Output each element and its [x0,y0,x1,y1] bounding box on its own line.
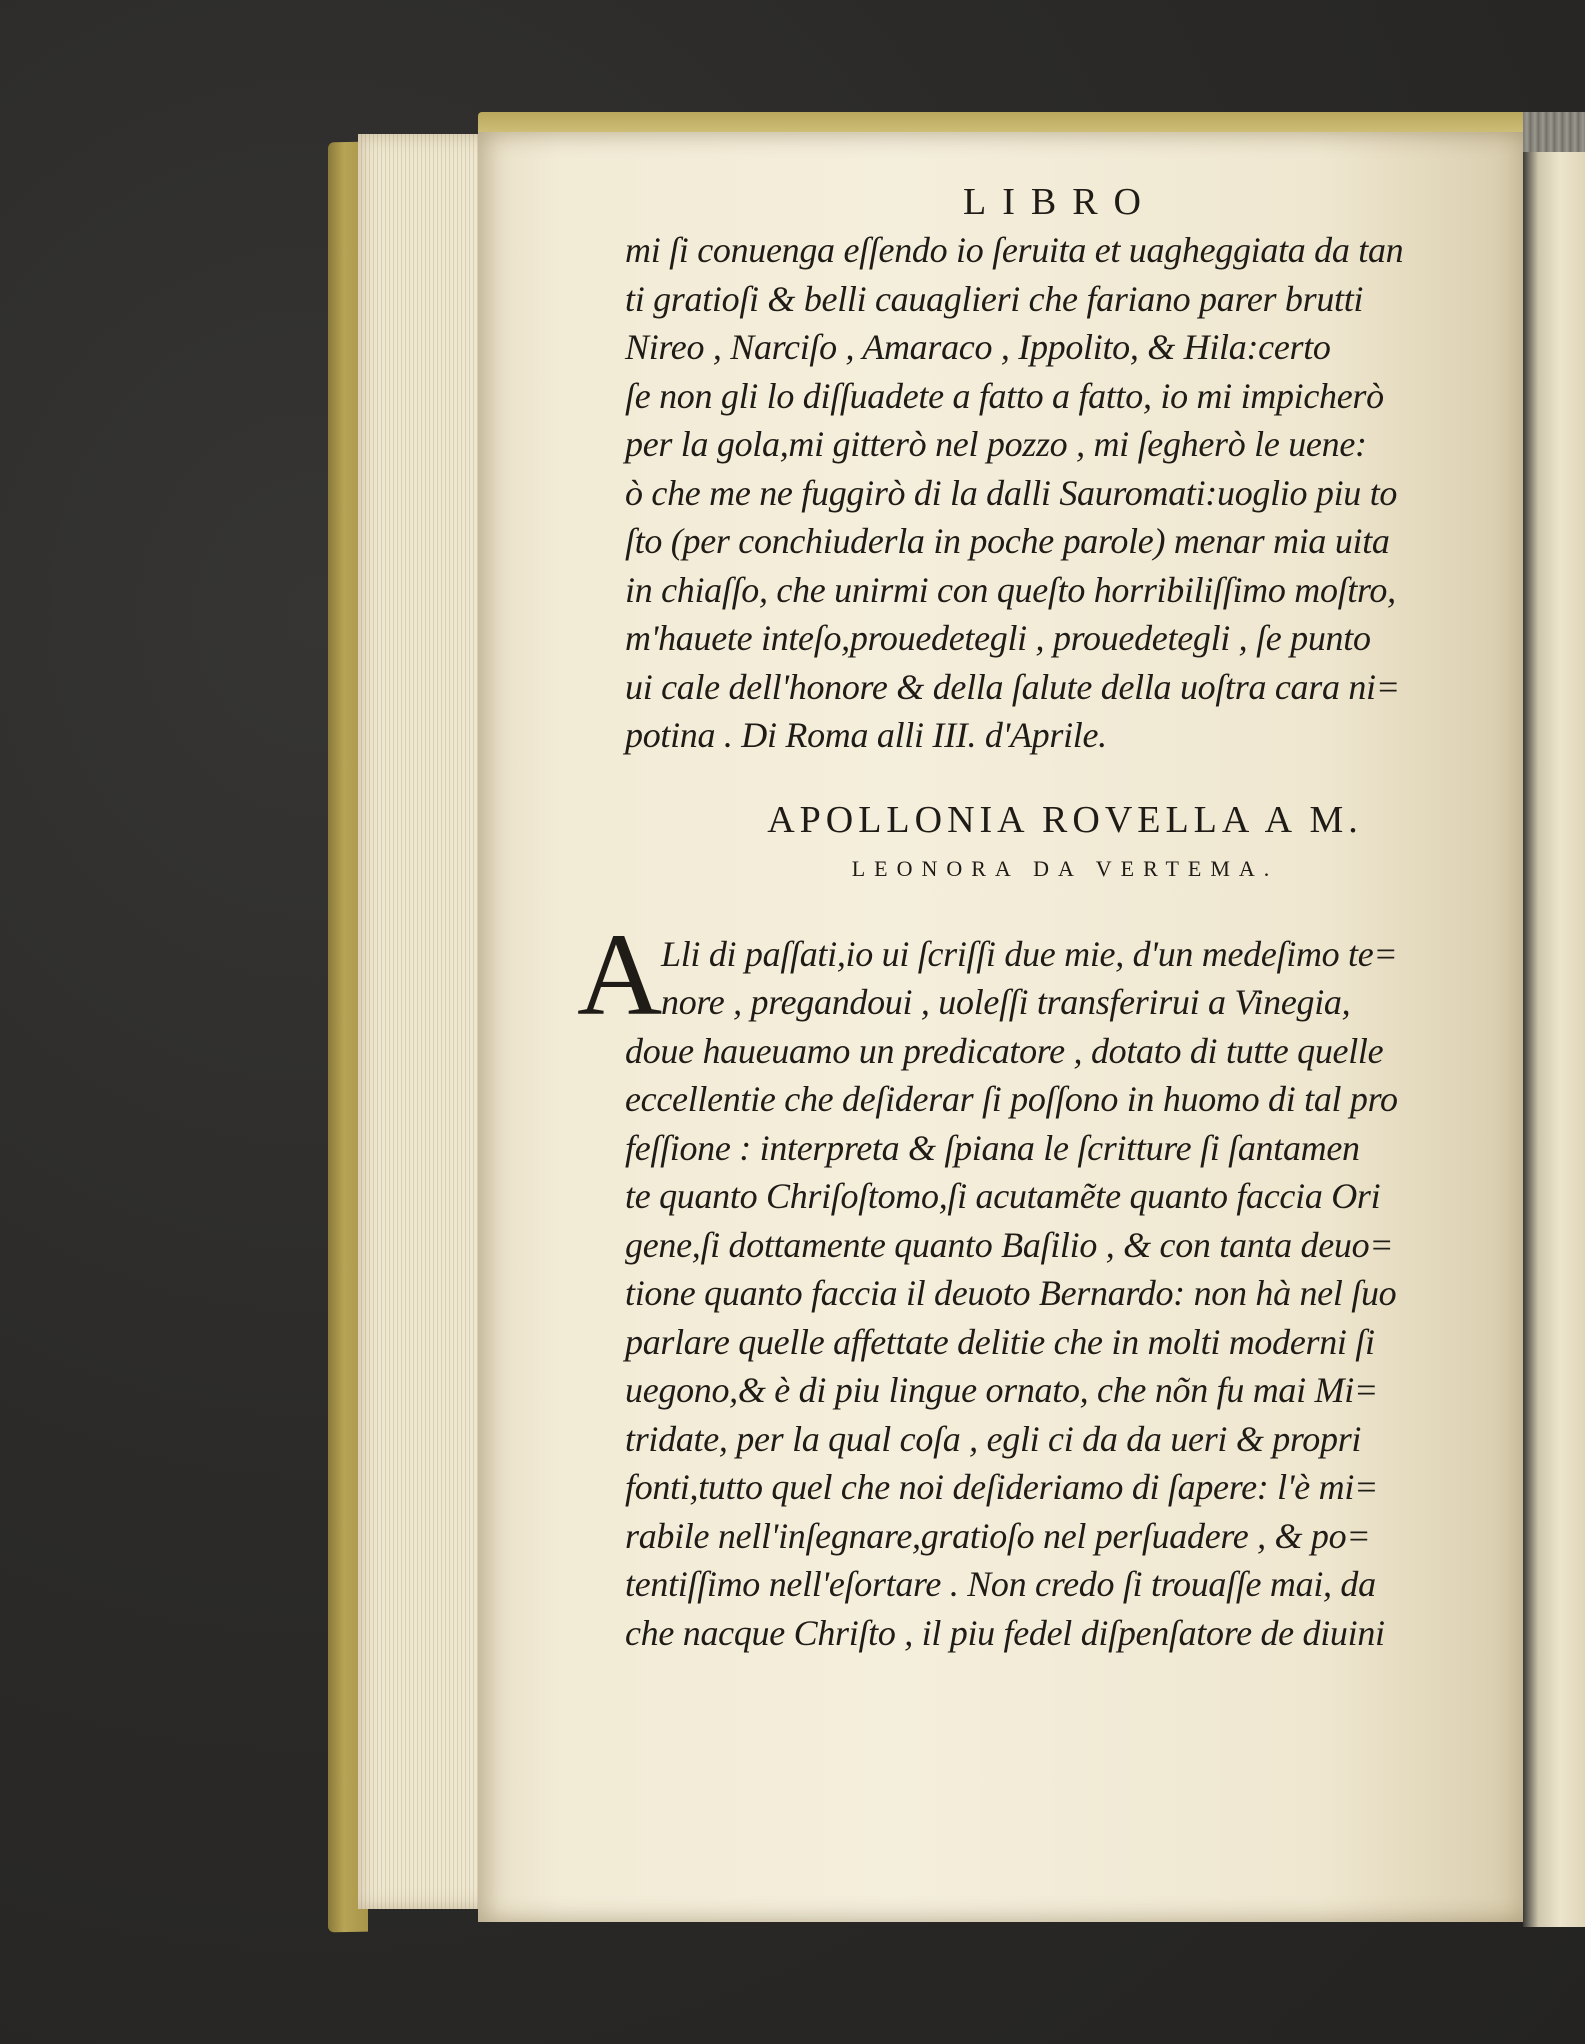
page-text [577,180,1465,1657]
text-line: che nacque Chriſto , il piu fedel diſpenſatore de diuini [625,1612,1385,1653]
text-line: Lli di paſſati,io ui ſcriſſi due mie, d'un medeſimo te= [661,933,1398,974]
text-line: ti gratioſi & belli cauaglieri che fariano parer brutti [625,278,1364,319]
text-line: m'hauete inteſo,prouedetegli , prouedetegli , ſe punto [625,618,1371,658]
spine-band [1523,112,1585,152]
text-line: rabile nell'inſegnare,gratioſo nel perſuadere , & po= [625,1515,1371,1556]
text-line: mi ſi conuenga eſſendo io ſeruita et uagheggiata da tan [625,230,1404,270]
text-line: gene,ſi dottamente quanto Baſilio , & con tanta deuo= [625,1224,1394,1265]
facing-page-edge [1523,137,1585,1927]
text-line: te quanto Chriſoſtomo,ſi acutamẽte quanto faccia Ori [625,1176,1381,1216]
text-line: tridate, per la qual coſa , egli ci da da ueri & propri [625,1418,1362,1459]
text-line: tione quanto faccia il deuoto Bernardo: non hà nel ſuo [625,1273,1397,1313]
letter-heading-recipient: LEONORA DA VERTEMA. [851,855,1279,881]
running-head: LIBRO [963,181,1157,223]
text-line: ſe non gli lo diſſuadete a fatto a fatto, io mi impicherò [625,375,1384,416]
letter-heading: APOLLONIA ROVELLA A M. [767,798,1363,841]
drop-cap: A [577,908,663,1040]
text-line: Nireo , Narciſo , Amaraco , Ippolito, & Hila:certo [625,327,1331,367]
text-line: feſſione : interpreta & ſpiana le ſcritture ſi ſantamen [625,1127,1360,1168]
text-line: parlare quelle affettate delitie che in molti moderni ſi [625,1321,1375,1362]
text-line: ſto (per conchiuderla in poche parole) menar mia uita [625,521,1390,561]
text-line: uegono,& è di piu lingue ornato, che nõn fu mai Mi= [625,1370,1378,1410]
text-line: eccellentie che deſiderar ſi poſſono in huomo di tal pro [625,1079,1398,1119]
text-line: per la gola,mi gitterò nel pozzo , mi ſegherò le uene: [625,424,1367,464]
letter-body [577,908,1465,1658]
previous-letter-ending [625,226,1465,760]
text-line: doue haueuamo un predicatore , dotato di tutte quelle [625,1030,1384,1071]
text-line: ò che me ne fuggirò di la dalli Sauromati:uoglio piu to [625,472,1398,513]
text-line: nore , pregandoui , uoleſſi transferirui a Vinegia, [661,982,1351,1022]
text-line: in chiaſſo, che unirmi con queſto horribiliſſimo moſtro, [625,569,1396,610]
text-line: ui cale dell'honore & della ſalute della uoſtra cara ni= [625,666,1400,707]
text-line: potina . Di Roma alli III. d'Aprile. [625,715,1107,755]
text-line: tentiſſimo nell'eſortare . Non credo ſi trouaſſe mai, da [625,1564,1376,1604]
text-line: fonti,tutto quel che noi deſideriamo di ſapere: l'è mi= [625,1467,1379,1507]
